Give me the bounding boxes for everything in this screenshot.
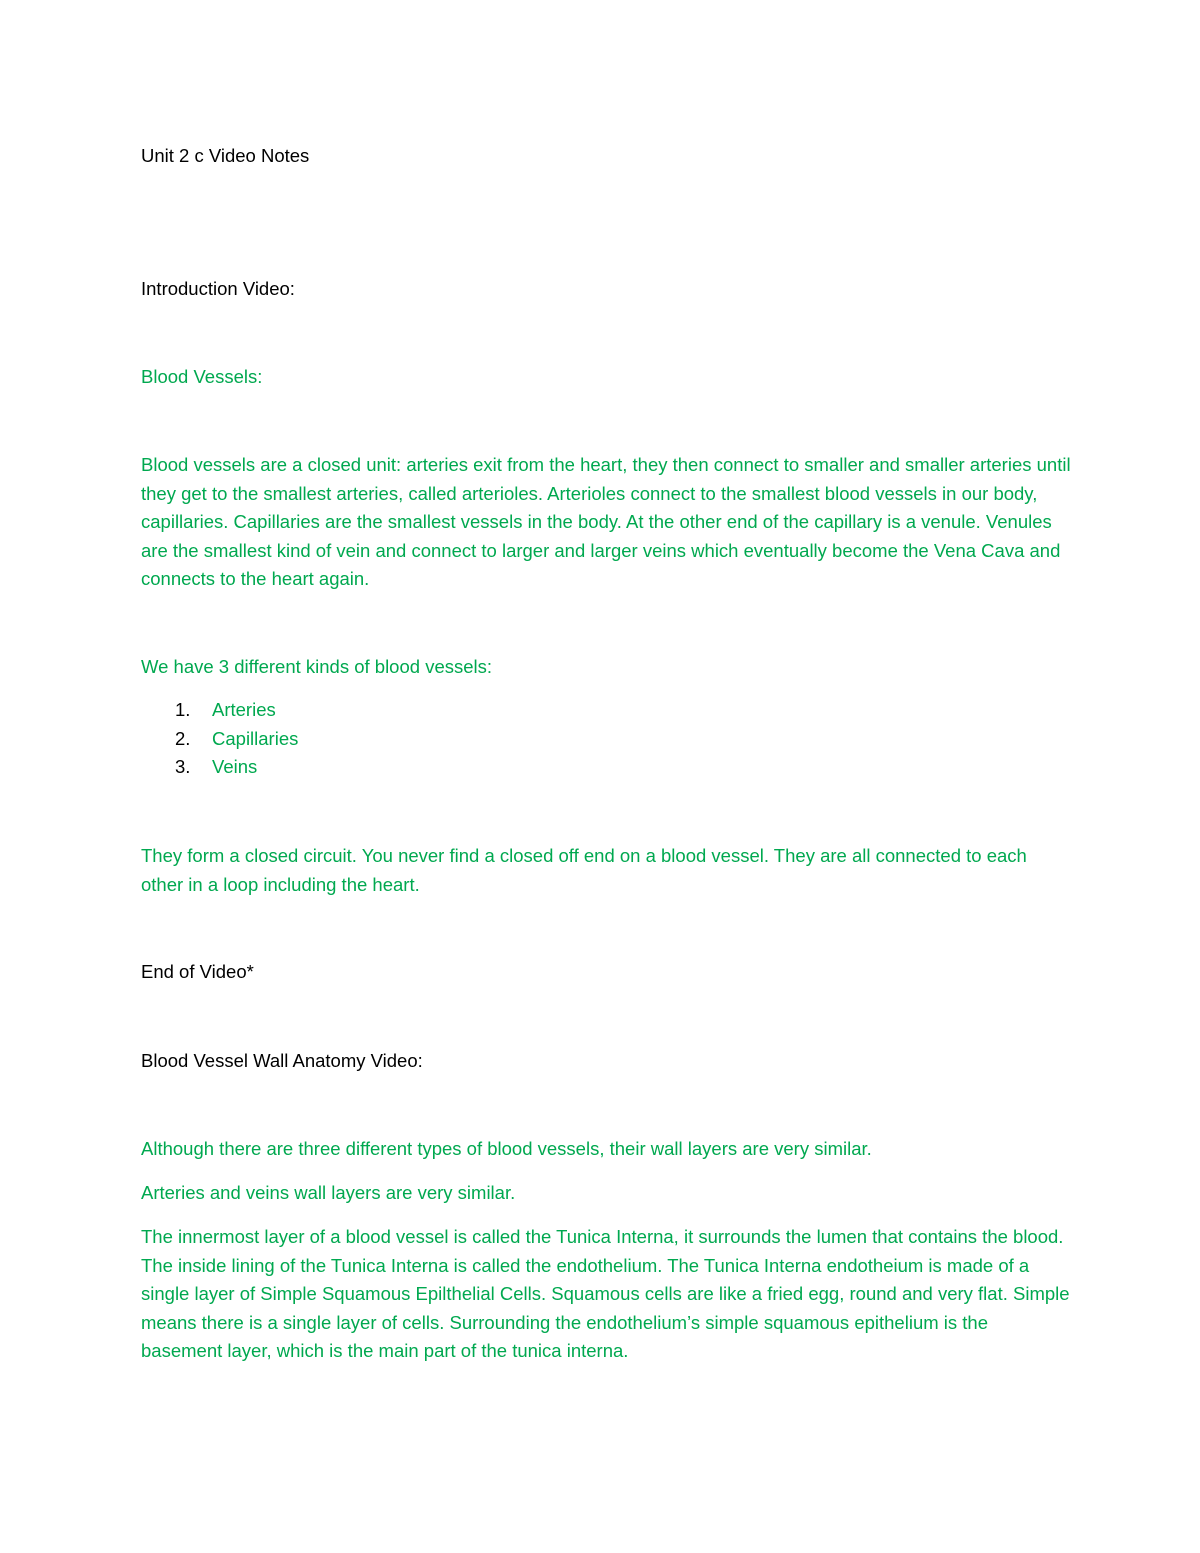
list-number: 2.: [175, 727, 191, 749]
wall-anatomy-heading: Blood Vessel Wall Anatomy Video:: [141, 1050, 423, 1071]
list-item-label: Capillaries: [212, 727, 299, 749]
wall-line-1: Although there are three different types of blood vessels, their wall layers are very similar.: [141, 1138, 872, 1159]
list-number: 1.: [175, 699, 191, 720]
list-item-label: Arteries: [212, 699, 276, 720]
wall-paragraph: The innermost layer of a blood vessel is called the Tunica Interna, it surrounds the lumen that contains the blood. The inside lining of the Tunica Interna is called the endothelium. The Tunica Interna endotheium is made of a single layer of Simple Squamous Epilthelial Cells. Squamous cells are like a fried egg, round and very flat. Simple means there is a single layer of cells. Surrounding the endothelium’s simple squamous epithelium is the basement layer, which is the main part of the tunica interna.: [141, 1226, 1070, 1361]
closed-circuit-paragraph: They form a closed circuit. You never find a closed off end on a blood vessel. They are all connected to each other in a loop including the heart.: [141, 845, 1027, 895]
document-title: Unit 2 c Video Notes: [141, 145, 310, 166]
wall-line-2: Arteries and veins wall layers are very similar.: [141, 1182, 516, 1203]
intro-heading: Introduction Video:: [141, 278, 295, 299]
blood-vessels-heading: Blood Vessels:: [141, 366, 263, 387]
list-item-label: Veins: [212, 756, 258, 777]
kinds-intro: We have 3 different kinds of blood vessels:: [141, 656, 493, 677]
end-of-video-label: End of Video*: [141, 961, 254, 982]
blood-vessels-paragraph: Blood vessels are a closed unit: arteries exit from the heart, they then connect to smaller and smaller arteries until they get to the smallest arteries, called arterioles. Arterioles connect to the smallest blood vessels in our body, capillaries. Capillaries are the smallest vessels in the body. At the other end of the capillary is a venule. Venules are the smallest kind of vein and connect to larger and larger veins which eventually become the Vena Cava and connects to the heart again.: [141, 454, 1071, 589]
list-number: 3.: [175, 756, 191, 777]
